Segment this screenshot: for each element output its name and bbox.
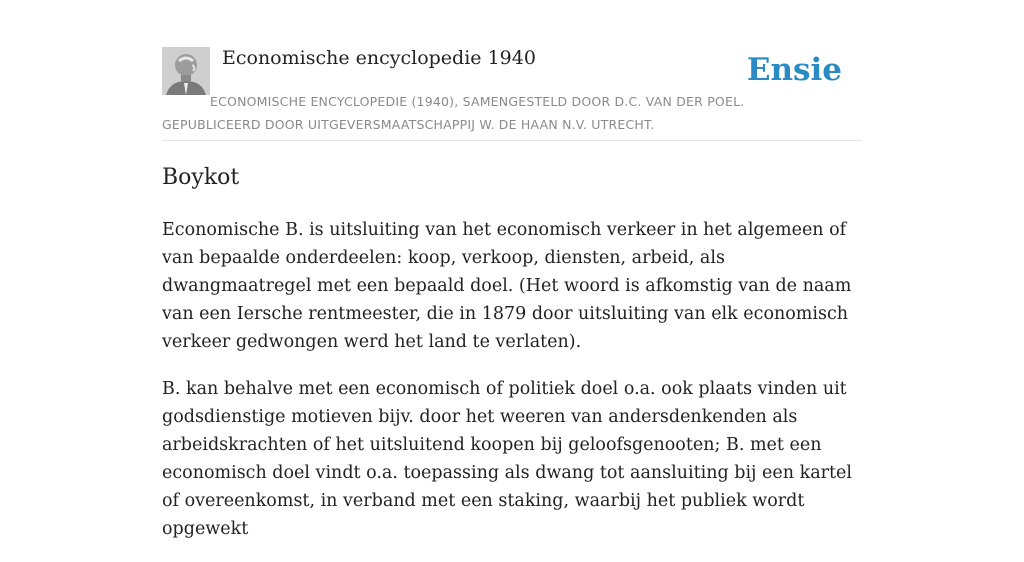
source-citation: ECONOMISCHE ENCYCLOPEDIE (1940), SAMENGESTELD DOOR D.C. VAN DER POEL. GEPUBLICEERD DOOR UITGEVERSMAATSCHAPPIJ W. DE HAAN N.V. UTRECHT.: [162, 94, 745, 132]
entry-body: [162, 216, 867, 562]
book-title[interactable]: Economische encyclopedie 1940: [222, 47, 536, 69]
entry-title: Boykot: [162, 165, 240, 190]
author-portrait-icon[interactable]: [162, 47, 210, 95]
ensie-logo[interactable]: Ensie: [746, 52, 842, 88]
entry-paragraph: B. kan behalve met een economisch of politiek doel o.a. ook plaats vinden uit godsdienstige motieven bijv. door het weeren van andersdenkenden als arbeidskrachten of het uitsluitend koopen bij geloofsgenooten; B. met een economisch doel vindt o.a. toepassing als dwang tot aansluiting bij een kartel of overeenkomst, in verband met een staking, waarbij het publiek wordt opgewekt: [162, 379, 852, 539]
book-header: [162, 46, 862, 141]
entry-paragraph: Economische B. is uitsluiting van het economisch verkeer in het algemeen of van bepaalde onderdeelen: koop, verkoop, diensten, arbeid, als dwangmaatregel met een bepaald doel. (Het woord is afkomstig van de naam van een Iersche rentmeester, die in 1879 door uitsluiting van elk economisch verkeer gedwongen werd het land te verlaten).: [162, 220, 852, 352]
